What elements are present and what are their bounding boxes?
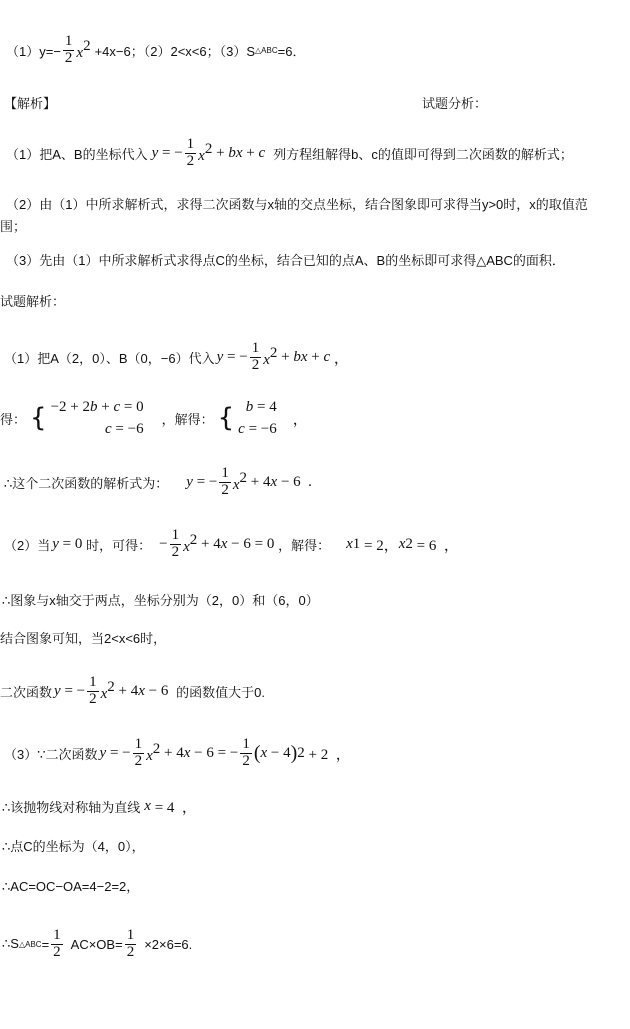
analysis-p2-cont: 围； bbox=[0, 219, 27, 234]
step2-points: ∴图象与x轴交于两点，坐标分别为（2，0）和（6，0） bbox=[2, 593, 319, 608]
answer-part-2: +4x−6；（2）2<x<6；（3）S bbox=[94, 43, 256, 59]
solution-system: b = 4 c = −6 bbox=[238, 399, 277, 437]
analysis-heading: 【解析】 bbox=[4, 96, 57, 111]
step2-equation: （2）当 y = 0 时，可得： − $\frac{1}{2}$ $x^2$ + 4 x − 6 = 0 ，解得： x 1 = 2， x 2 = 6 ， bbox=[4, 527, 459, 560]
analysis-right-heading: 试题分析： bbox=[422, 96, 488, 111]
area-triangle-abc: △ABC bbox=[18, 939, 42, 949]
fraction-half: $\frac{1}{2}$ bbox=[186, 136, 195, 169]
answer-part-4: =6． bbox=[277, 43, 306, 59]
step1-system: 得： { −2 + 2b + c = 0 c = −6 ，解得： { b = 4 c = −6 ， bbox=[0, 396, 308, 440]
left-brace: { bbox=[30, 403, 47, 433]
fraction-half: $\frac{1}{2}$ bbox=[171, 527, 180, 560]
step2-view: 结合图象可知，当2<x<6时， bbox=[0, 631, 167, 646]
analysis-p1: （1）把A、B的坐标代入 y = − $\frac{1}{2}$ $x^2$ + bx + c 列方程组解得b、c的值即可得到二次函数的解析式； bbox=[6, 136, 573, 169]
step3-axis: ∴该抛物线对称轴为直线 x = 4 ， bbox=[2, 798, 197, 816]
answer-part-1: （1）y=− bbox=[6, 43, 61, 59]
step1-conclusion: ∴这个二次函数的解析式为： y = − $\frac{1}{2}$ $x^2$ + 4 x − 6 . bbox=[4, 465, 312, 498]
fraction-half: $\frac{1}{2}$ bbox=[126, 927, 135, 960]
fraction-half: $\frac{1}{2}$ bbox=[89, 674, 97, 707]
step3-point-c: ∴点C的坐标为（4，0）， bbox=[2, 839, 145, 854]
fraction-half: $\frac{1}{2}$ bbox=[134, 736, 143, 769]
answer-line bbox=[6, 34, 305, 67]
fraction-half: $\frac{1}{2}$ bbox=[53, 927, 61, 960]
left-brace: { bbox=[217, 403, 235, 433]
fraction-half: $\frac{1}{2}$ bbox=[251, 340, 260, 373]
step3-ac: ∴AC=OC−OA=4−2=2， bbox=[2, 879, 140, 894]
step1-substitute: （1）把A（2，0）、B（0，−6）代入 y = − $\frac{1}{2}$ $x^2$ + bx + c ， bbox=[4, 340, 349, 373]
step3-vertex-form: （3）∵二次函数 y = − $\frac{1}{2}$ $x^2$ + 4 x − 6 = − $\frac{1}{2}$ ( x − 4 ) 2 + 2 ， bbox=[4, 736, 351, 769]
answer-triangle-abc: △ABC bbox=[255, 45, 278, 55]
analysis-p3: （3）先由（1）中所求解析式求得点C的坐标，结合已知的点A、B的坐标即可求得△ABC的面积． bbox=[6, 253, 565, 268]
x-squared: $x^2$ bbox=[76, 38, 91, 62]
fraction-half: $\frac{1}{2}$ bbox=[221, 465, 229, 498]
fraction-half: $\frac{1}{2}$ bbox=[242, 736, 250, 769]
fraction-half: $\frac{1}{2}$ bbox=[64, 33, 73, 66]
solution-heading: 试题解析： bbox=[0, 294, 66, 309]
equation-system: −2 + 2b + c = 0 c = −6 bbox=[50, 399, 144, 437]
analysis-p2: （2）由（1）中所求解析式，求得二次函数与x轴的交点坐标，结合图象即可求得当y>0时，x的取值范 bbox=[6, 197, 588, 212]
step2-positive: 二次函数 y = − $\frac{1}{2}$ $x^2$ + 4 x − 6 的函数值大于0. bbox=[0, 674, 265, 707]
step3-area: ∴S △ABC = $\frac{1}{2}$ AC×OB= $\frac{1}{2}$ ×2×6=6. bbox=[2, 927, 193, 960]
